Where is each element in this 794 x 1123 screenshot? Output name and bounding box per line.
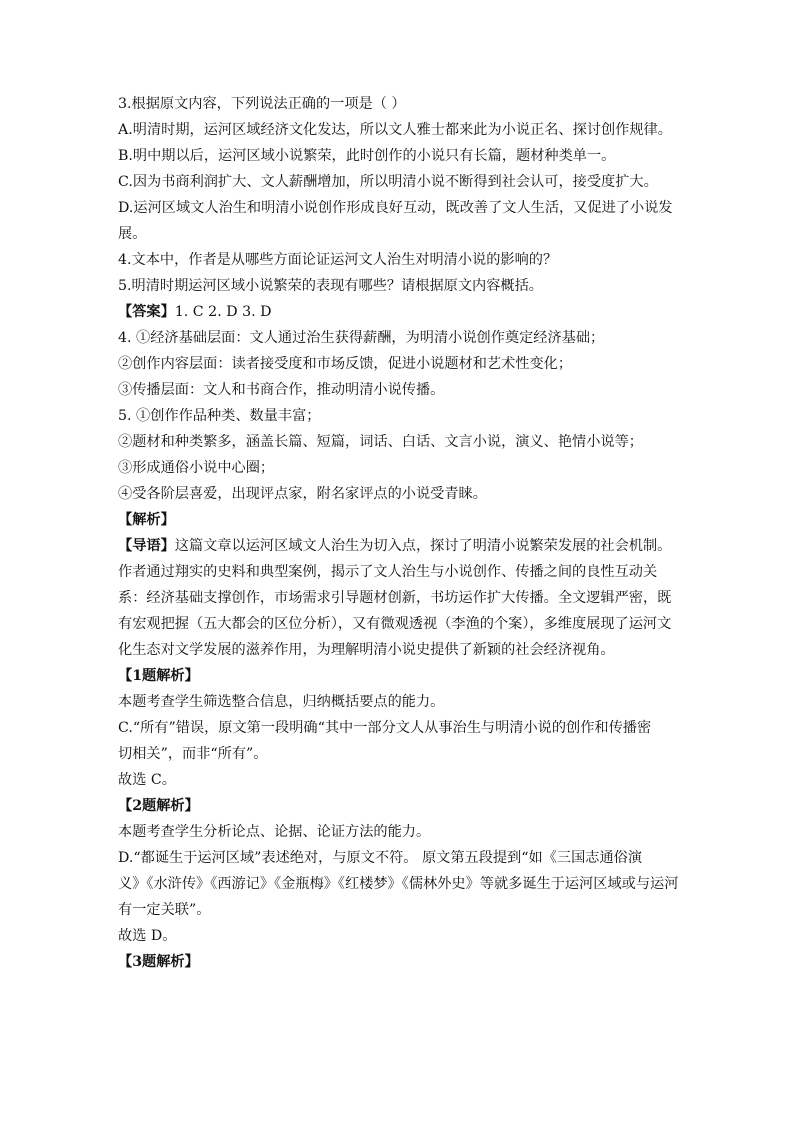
- bold-label: 【导语】: [118, 538, 175, 554]
- q2-analysis-line-3: 有一定关联”。: [118, 902, 211, 918]
- question-5-stem: 5.明清时期运河区域小说繁荣的表现有哪些？请根据原文内容概括。: [118, 278, 543, 294]
- answer-4-point-2: ②创作内容层面：读者接受度和市场反馈，促进小说题材和艺术性变化；: [118, 356, 573, 372]
- analysis-heading: 【解析】: [118, 512, 175, 528]
- q2-analysis-line-2: 义》《水浒传》《西游记》《金瓶梅》《红楼梦》《儒林外史》等就多诞生于运河区域或与运河: [118, 876, 679, 892]
- intro-paragraph-line-5: 化生态对文学发展的滋养作用，为理解明清小说史提供了新颖的社会经济视角。: [118, 642, 615, 658]
- q2-choice: 故选 D。: [118, 928, 177, 944]
- document-page: [118, 91, 678, 975]
- label-text: 这篇文章以运河区域文人治生为切入点，探讨了明清小说繁荣发展的社会机制。: [174, 538, 672, 554]
- answer-4-point-1: 4. ①经济基础层面：文人通过治生获得薪酬，为明清小说创作奠定经济基础；: [118, 330, 605, 346]
- question-3-stem: 3.根据原文内容，下列说法正确的一项是（ ）: [118, 96, 406, 112]
- q1-choice: 故选 C。: [118, 772, 176, 788]
- intro-paragraph-line-2: 作者通过翔实的史料和典型案例，揭示了文人治生与小说创作、传播之间的良性互动关: [118, 564, 658, 580]
- label-text: 1. C 2. D 3. D: [174, 304, 272, 320]
- q1-analysis-line-1: C.“所有”错误，原文第一段明确“其中一部分文人从事治生与明清小说的创作和传播密: [118, 720, 652, 736]
- option-c: C.因为书商利润扩大、文人薪酬增加，所以明清小说不断得到社会认可，接受度扩大。: [118, 174, 658, 190]
- intro-paragraph-line-4: 有宏观把握（五大都会的区位分析），又有微观透视（李渔的个案），多维度展现了运河文: [118, 616, 672, 632]
- answer-key: [118, 299, 678, 325]
- q2-analysis-intro: 本题考查学生分析论点、论据、论证方法的能力。: [118, 824, 431, 840]
- question-4-stem: 4.文本中，作者是从哪些方面论证运河文人治生对明清小说的影响的？: [118, 252, 558, 268]
- answer-5-point-3: ③形成通俗小说中心圈；: [118, 460, 275, 476]
- q2-analysis-line-1: D.“都诞生于运河区域”表述绝对，与原文不符。 原文第五段提到“如《三国志通俗演: [118, 850, 643, 866]
- intro-paragraph-line-1: [118, 533, 678, 559]
- bold-label: 【答案】: [118, 304, 175, 320]
- q2-analysis-heading: 【2题解析】: [118, 798, 199, 814]
- q3-analysis-heading: 【3题解析】: [118, 954, 199, 970]
- option-d-continued: 展。: [118, 226, 147, 242]
- answer-5-point-1: 5. ①创作作品种类、数量丰富；: [118, 408, 321, 424]
- answer-4-point-3: ③传播层面：文人和书商合作，推动明清小说传播。: [118, 382, 445, 398]
- option-a: A.明清时期，运河区域经济文化发达，所以文人雅士都来此为小说正名、探讨创作规律。: [118, 122, 672, 138]
- q1-analysis-heading: 【1题解析】: [118, 668, 199, 684]
- option-b: B.明中期以后，运河区域小说繁荣，此时创作的小说只有长篇，题材种类单一。: [118, 148, 616, 164]
- option-d: D.运河区域文人治生和明清小说创作形成良好互动，既改善了文人生活，又促进了小说发: [118, 200, 673, 216]
- q1-analysis-line-2: 切相关”，而非“所有”。: [118, 746, 268, 762]
- answer-5-point-2: ②题材和种类繁多，涵盖长篇、短篇，词话、白话、文言小说，演义、艳情小说等；: [118, 434, 643, 450]
- q1-analysis-intro: 本题考查学生筛选整合信息，归纳概括要点的能力。: [118, 694, 445, 710]
- answer-5-point-4: ④受各阶层喜爱，出现评点家，附名家评点的小说受青睐。: [118, 486, 487, 502]
- intro-paragraph-line-3: 系：经济基础支撑创作，市场需求引导题材创新，书坊运作扩大传播。全文逻辑严密，既: [118, 590, 672, 606]
